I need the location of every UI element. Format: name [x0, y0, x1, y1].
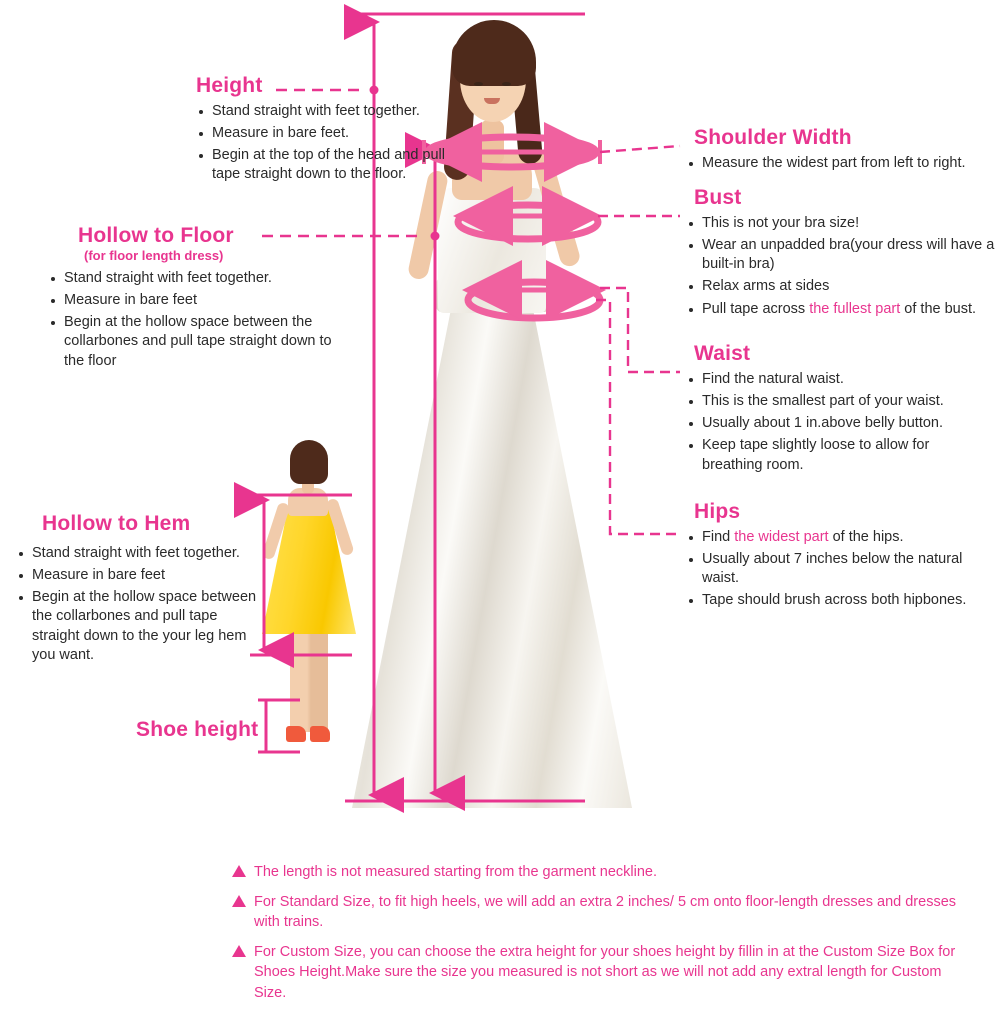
waist-heading: Waist — [694, 342, 751, 365]
short-figure-shoe-right — [310, 726, 330, 742]
footnote-item — [232, 862, 972, 883]
section-bust — [686, 186, 998, 322]
short-figure-shoe-left — [286, 726, 306, 742]
short-dress-figure-image — [252, 438, 366, 756]
hollow-to-hem-bullet-list — [16, 544, 268, 665]
footnotes — [232, 862, 972, 1012]
hips-first-before: Find — [702, 529, 735, 545]
list-item: Stand straight with feet together. — [48, 269, 338, 288]
shoulder-width-heading: Shoulder Width — [694, 126, 852, 149]
list-item-hips-widest — [686, 528, 990, 547]
bride-eye-left — [474, 82, 483, 86]
hips-first-highlight: the widest part — [734, 529, 829, 545]
bride-skirt — [352, 300, 632, 808]
hips-bullet-list — [686, 528, 990, 611]
list-item: Stand straight with feet together. — [16, 544, 268, 563]
footnote-text: For Standard Size, to fit high heels, we will add an extra 2 inches/ 5 cm onto floor-length dresses and dresses with trains. — [254, 893, 957, 931]
list-item: This is the smallest part of your waist. — [686, 392, 986, 411]
section-waist — [686, 342, 986, 478]
list-item: This is not your bra size! — [686, 214, 998, 233]
list-item: Usually about 7 inches below the natural waist. — [686, 550, 990, 588]
section-hips — [686, 500, 990, 614]
list-item: Tape should brush across both hipbones. — [686, 591, 990, 610]
section-shoulder-width — [686, 126, 996, 176]
height-heading: Height — [196, 74, 263, 97]
footnote-text: The length is not measured starting from the garment neckline. — [254, 864, 657, 880]
list-item: Begin at the hollow space between the collarbones and pull tape straight down to the floor — [48, 313, 338, 370]
bust-bullet-list — [686, 214, 998, 319]
section-hollow-to-hem — [16, 512, 268, 668]
list-item: Usually about 1 in.above belly button. — [686, 414, 986, 433]
hollow-to-floor-subheading: (for floor length dress) — [84, 248, 224, 263]
footnote-text: For Custom Size, you can choose the extra height for your shoes height by fillin in at the Custom Size Box for Shoes Height.Make sure the size you measured is not short as we will not add any extral length for Custom Size. — [254, 943, 956, 1001]
hollow-to-hem-heading: Hollow to Hem — [42, 512, 191, 535]
list-item: Stand straight with feet together. — [196, 102, 446, 121]
section-height — [196, 74, 446, 188]
bust-last-before: Pull tape across — [702, 300, 810, 317]
hips-heading: Hips — [694, 500, 741, 523]
height-bullet-list — [196, 102, 446, 185]
bride-eye-right — [502, 82, 511, 86]
list-item: Relax arms at sides — [686, 277, 998, 296]
list-item: Measure in bare feet. — [196, 124, 446, 143]
bust-last-highlight: the fullest part — [809, 300, 901, 317]
list-item: Measure the widest part from left to right. — [686, 154, 996, 173]
bride-hair-top — [452, 20, 536, 86]
bust-heading: Bust — [694, 186, 742, 209]
list-item: Begin at the hollow space between the collarbones and pull tape straight down to the your leg hem you want. — [16, 588, 268, 665]
hollow-to-floor-bullet-list — [48, 269, 338, 371]
list-item: Wear an unpadded bra(your dress will have a built-in bra) — [686, 236, 998, 274]
list-item: Find the natural waist. — [686, 370, 986, 389]
bust-last-after: of the bust. — [900, 300, 977, 317]
bride-neck — [480, 120, 504, 164]
waist-bullet-list — [686, 370, 986, 475]
bride-bodice — [438, 188, 546, 313]
footnote-item — [232, 892, 972, 933]
section-shoe-height — [136, 718, 258, 742]
section-hollow-to-floor — [48, 224, 338, 374]
shoulder-width-bullet-list — [686, 154, 996, 173]
shoe-height-heading: Shoe height — [136, 718, 259, 741]
short-figure-hair — [290, 440, 328, 484]
footnote-item — [232, 942, 972, 1004]
hips-first-after: of the hips. — [828, 529, 904, 545]
warning-triangle-icon — [232, 945, 246, 957]
warning-triangle-icon — [232, 895, 246, 907]
list-item-bust-fullest — [686, 300, 998, 319]
list-item: Measure in bare feet — [48, 291, 338, 310]
list-item: Begin at the top of the head and pull tape straight down to the floor. — [196, 146, 446, 184]
warning-triangle-icon — [232, 865, 246, 877]
list-item: Keep tape slightly loose to allow for breathing room. — [686, 436, 986, 474]
hollow-to-floor-heading: Hollow to Floor — [78, 224, 234, 247]
short-figure-legs — [290, 628, 328, 732]
list-item: Measure in bare feet — [16, 566, 268, 585]
